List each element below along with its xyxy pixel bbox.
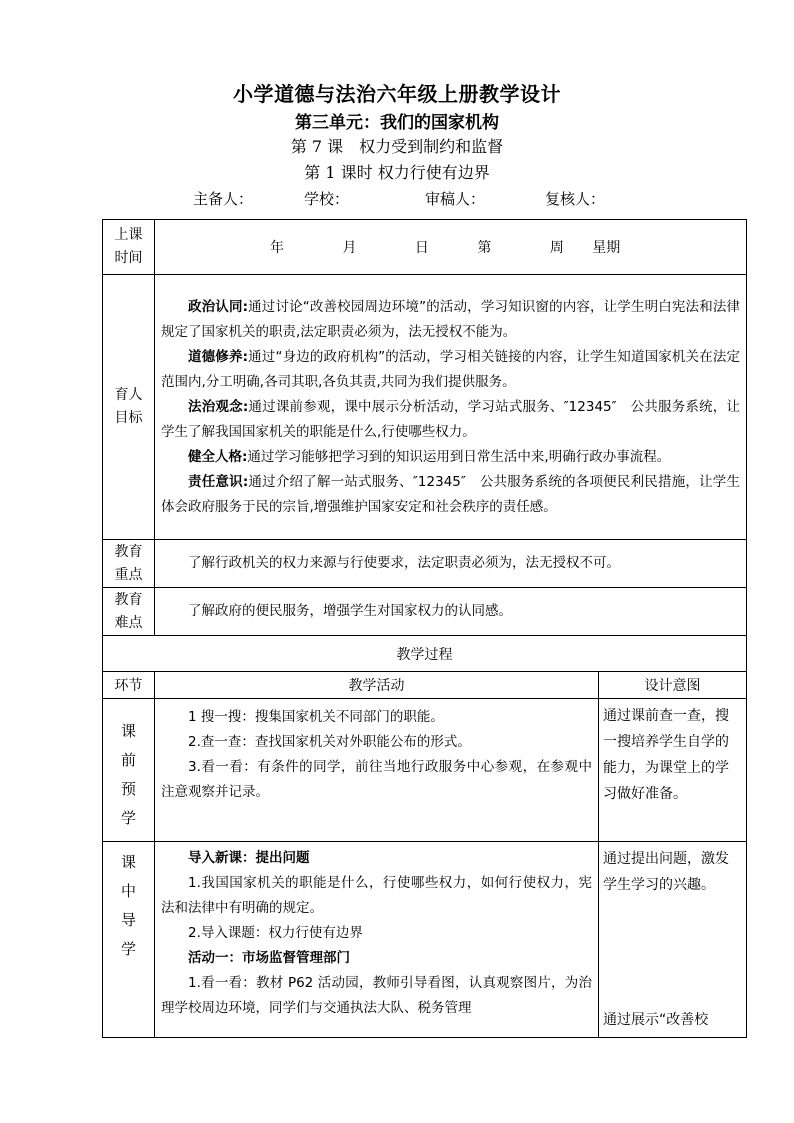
weekday-label: 星期 [592,240,621,256]
school-label: 学校： [304,190,350,208]
day-label: 日 [414,240,429,256]
time-row [103,220,747,275]
intent-header: 设计意图 [599,672,747,699]
goal-item: 政治认同:通过讨论“改善校园周边环境”的活动，学习知识窗的内容，让学生明白宪法和法律规定了国家机关的职责,法定职责必须为，法无授权不能为。 [161,298,741,340]
inclass-activity: 导入新课：提出问题 1.我国国家机关的职能是什么，行使哪些权力，如何行使权力，宪法和法律中有明确的规定。 2.导入课题：权力行使有边界 活动一：市场监督管理部门 1.看一看：教材 P62 活动园，教师引导看图，认真观察图片，为治理学校周边环境，同学们与交通执法大队、税务管理 [155,842,599,1038]
stage-header: 环节 [103,672,155,699]
difficulty-content: 了解政府的便民服务，增强学生对国家权力的认同感。 [155,588,747,636]
goal-item: 健全人格:通过学习能够把学习到的知识运用到日常生活中来,明确行政办事流程。 [188,448,671,465]
checker-label: 复核人： [545,190,606,208]
preview-activity: 1 搜一搜：搜集国家机关不同部门的职能。 2.查一查：查找国家机关对外职能公布的形式。 3.看一看：有条件的同学，前往当地行政服务中心参观，在参观中注意观察并记录。 [155,699,599,842]
inclass-row [103,842,747,1038]
reviewer-label: 审稿人： [425,190,486,208]
goal-item: 法治观念:通过课前参观，课中展示分析活动，学习站式服务、″12345″ 公共服务系统，让学生了解我国国家机关的职能是什么,行使哪些权力。 [161,398,741,440]
goal-item: 责任意识:通过介绍了解一站式服务、″12345″ 公共服务系统的各项便民利民措施，让学生体会政府服务于民的宗旨,增强维护国家安定和社会秩序的责任感。 [161,473,741,515]
preview-intent: 通过课前查一查，搜一搜培养学生自学的能力，为课堂上的学习做好准备。 [599,699,747,842]
lesson-plan-table [102,219,747,1038]
activity-header: 教学活动 [155,672,599,699]
goals-label: 育人 目标 [103,275,155,540]
difficulty-label: 教育 难点 [103,588,155,636]
page-title: 小学道德与法治六年级上册教学设计 [233,82,561,106]
inclass-intent: 通过提出问题，激发学生学习的兴趣。 通过展示“改善校 [599,842,747,1038]
week-prefix-label: 第 [477,240,492,256]
period-title: 第 1 课时 权力行使有边界 [304,163,490,182]
preparer-label: 主备人： [193,190,254,208]
lesson-title: 第 7 课 权力受到制约和监督 [290,137,504,156]
focus-content: 了解行政机关的权力来源与行使要求，法定职责必须为，法无授权不可。 [155,540,747,588]
unit-title: 第三单元：我们的国家机构 [295,113,499,133]
month-label: 月 [342,240,357,256]
year-label: 年 [270,240,284,256]
goal-item: 道德修养:通过“身边的政府机构”的活动，学习相关链接的内容，让学生知道国家机关在法定范围内,分工明确,各司其职,各负其责,共同为我们提供服务。 [161,348,741,390]
goals-row [103,275,747,540]
process-header-row [103,672,747,699]
preview-row [103,699,747,842]
process-title-row [103,636,747,672]
preview-stage: 课 前 预 学 [103,699,155,842]
difficulty-row [103,588,747,636]
time-fields [155,220,747,275]
focus-label: 教育 重点 [103,540,155,588]
week-label: 周 [549,240,564,256]
inclass-stage: 课 中 导 学 [103,842,155,1038]
process-title: 教学过程 [103,636,747,672]
time-label: 上课 时间 [103,220,155,275]
focus-row [103,540,747,588]
goals-content [155,275,747,540]
